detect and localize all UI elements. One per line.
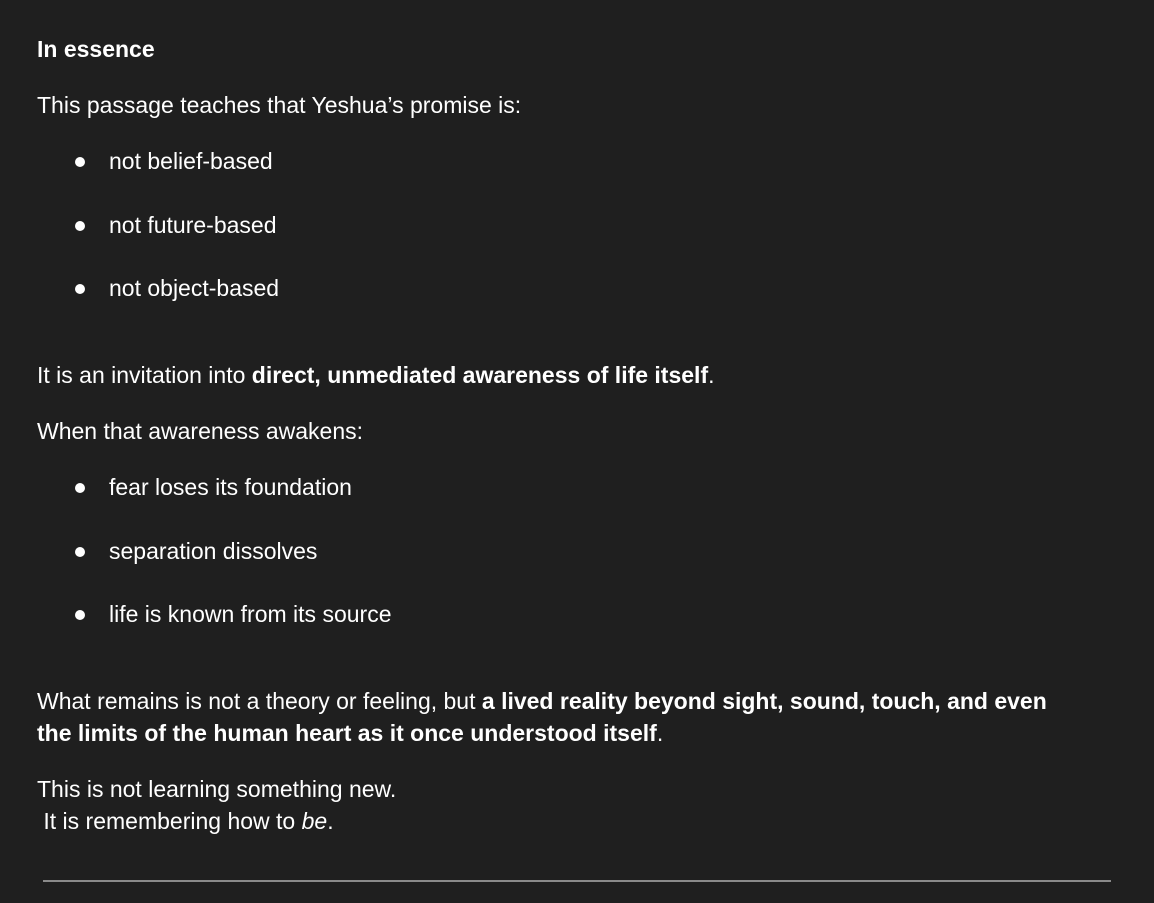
list-item [37,145,1117,177]
horizontal-divider [43,880,1111,882]
bullet-icon [75,547,85,557]
list-item [37,598,1117,630]
promise-list [37,145,1117,304]
bullet-icon [75,610,85,620]
list-item-text: fear loses its foundation [109,474,352,500]
list-item-text: not object-based [109,275,280,301]
bullet-icon [75,157,85,167]
section-heading: In essence [37,36,155,62]
invitation-paragraph [37,359,1117,391]
list-item [37,272,1117,304]
closing-emphasis: be [301,808,328,834]
closing-line2: It is remembering how to [37,808,302,834]
bullet-icon [75,483,85,493]
bullet-icon [75,221,85,231]
invitation-emphasis: direct, unmediated awareness of life itself [251,362,709,388]
closing-period: . [327,808,334,834]
list-item [37,471,1117,503]
remains-emphasis-line1: a lived reality beyond sight, sound, touch, and even [481,688,1047,714]
awakens-paragraph: When that awareness awakens: [37,418,364,444]
bullet-icon [75,284,85,294]
list-item [37,535,1117,567]
awakening-list [37,471,1117,630]
document-body [37,33,1117,837]
remains-period: . [656,720,664,746]
list-item-text: life is known from its source [109,601,392,627]
list-item [37,209,1117,241]
invitation-text: It is an invitation into [37,362,252,388]
intro-paragraph: This passage teaches that Yeshua’s promise is: [37,92,522,118]
invitation-period: . [708,362,715,388]
list-item-text: separation dissolves [109,537,318,564]
closing-line1: This is not learning something new. [37,776,397,802]
remains-emphasis-line2: the limits of the human heart as it once understood itself [37,720,657,746]
list-item-text: not belief-based [109,148,273,174]
remains-paragraph [37,685,1117,749]
closing-paragraph [37,773,1117,837]
remains-text: What remains is not a theory or feeling, but [37,688,482,714]
list-item-text: not future-based [109,211,277,238]
